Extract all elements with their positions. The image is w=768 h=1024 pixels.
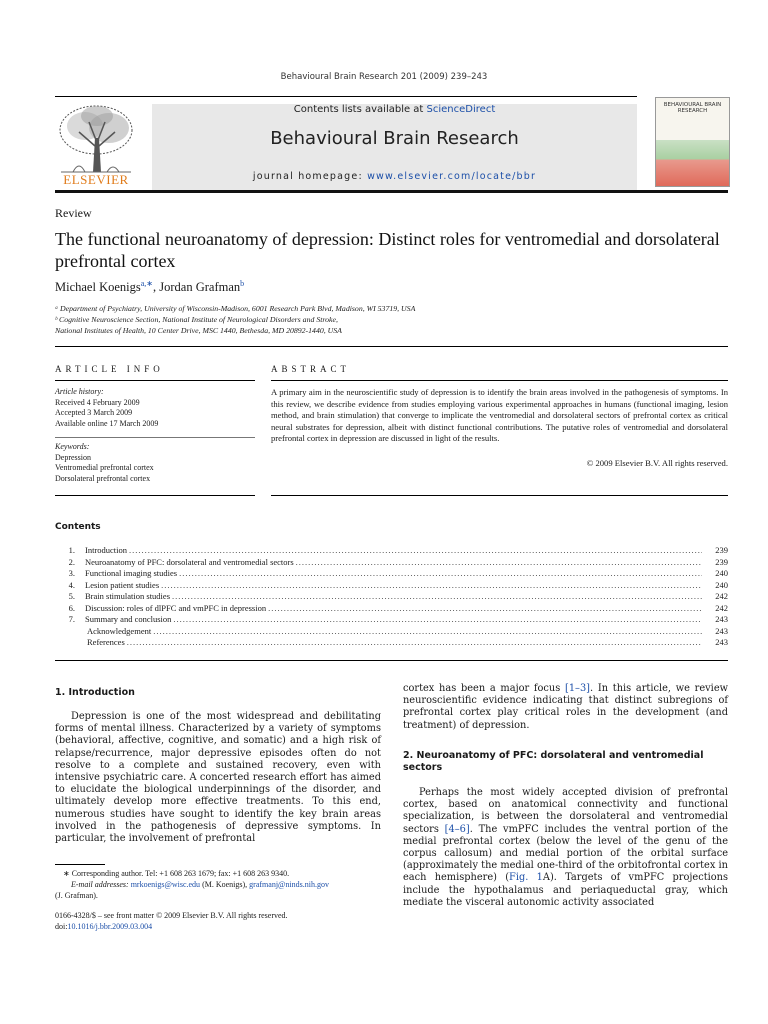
email-owner: (M. Koenigs), (200, 880, 250, 889)
toc-page: 243 (715, 637, 728, 647)
table-of-contents (55, 545, 728, 649)
online-date: Available online 17 March 2009 (55, 418, 159, 428)
keyword: Dorsolateral prefrontal cortex (55, 473, 151, 483)
author-affiliation-marker[interactable]: a,∗ (140, 279, 154, 288)
affiliation-a: ᵃ Department of Psychiatry, University of Wisconsin-Madison, 6001 Research Park Blvd, Madison, WI 53719, USA (55, 304, 416, 313)
paragraph-text: A). Targets of vmPFC projections include the hypothalamus and periaqueductal gray, which mediate the visceral autonomic activity associated (403, 872, 729, 908)
corresponding-author-note: ∗ Corresponding author. Tel: +1 608 263 1679; fax: +1 608 263 9340. (63, 869, 290, 878)
toc-label: Introduction (85, 545, 128, 555)
article-title: The functional neuroanatomy of depression: Distinct roles for ventromedial and dorsolateral prefrontal cortex (55, 229, 720, 271)
toc-number: 2. (68, 556, 75, 567)
homepage-link[interactable]: www.elsevier.com/locate/bbr (367, 171, 537, 182)
toc-page: 239 (715, 545, 728, 555)
contents-prefix: Contents lists available at (293, 104, 427, 115)
journal-homepage (152, 171, 637, 182)
toc-item[interactable] (55, 626, 728, 638)
abstract-rule (271, 380, 728, 381)
affiliation-b: ᵇ Cognitive Neuroscience Section, National Institute of Neurological Disorders and Stroke, (55, 315, 338, 324)
author-list (55, 279, 244, 295)
article-info-heading: ARTICLE INFO (55, 364, 164, 374)
contents-bottom-rule (55, 660, 728, 661)
toc-leader (129, 545, 702, 557)
email-link[interactable]: grafmanj@ninds.nih.gov (249, 880, 329, 889)
toc-page: 240 (715, 568, 728, 578)
history-label: Article history: (55, 387, 104, 396)
section-2-heading: 2. Neuroanatomy of PFC: dorsolateral and ventromedial sectors (403, 750, 704, 773)
toc-leader (127, 637, 702, 649)
toc-leader (161, 580, 702, 592)
paragraph-text: . In this article, we review neuroscientific evidence indicating that distinct subregions of prefrontal cortex play critical roles in the development (and treatment) of depression. (403, 683, 728, 731)
keywords (55, 442, 255, 484)
abstract-text: A primary aim in the neuroscientific study of depression is to identify the brain areas involved in the pathogenesis of symptoms. In this review, we describe evidence from studies employing various experimental approaches in humans (functional imaging, lesion method, and brain stimulation) that converge to implicate the ventromedial and dorsolateral sectors of prefrontal cortex as critical neural substrates for depression, albeit with distinct functional contributions. The putative roles of ventromedial and dorsolateral prefrontal cortex in depression are discussed in light of the results. (271, 387, 728, 443)
toc-item[interactable] (55, 580, 728, 592)
author-separator: , (153, 280, 160, 295)
toc-item[interactable] (55, 568, 728, 580)
toc-label: References (87, 637, 125, 647)
toc-leader (153, 626, 702, 638)
affiliation-b-continued: National Institutes of Health, 10 Center Drive, MSC 1440, Bethesda, MD 20892-1440, USA (55, 326, 342, 335)
author-name: Michael Koenigs (55, 280, 141, 295)
email-link[interactable]: mrkoenigs@wisc.edu (130, 880, 201, 889)
toc-page: 243 (715, 625, 728, 636)
toc-label: Functional imaging studies (85, 568, 178, 578)
author-affiliation-marker[interactable]: b (240, 279, 245, 288)
keywords-label: Keywords: (55, 442, 90, 451)
toc-label: Lesion patient studies (85, 579, 160, 590)
email-addresses (55, 879, 385, 890)
toc-label: Discussion: roles of dlPFC and vmPFC in depression (85, 602, 267, 613)
toc-leader (179, 568, 702, 580)
article-history (55, 387, 255, 429)
toc-item[interactable] (55, 614, 728, 626)
toc-page: 242 (715, 602, 728, 613)
toc-number: 3. (68, 568, 75, 578)
toc-page: 239 (715, 556, 728, 567)
toc-leader (296, 557, 702, 569)
toc-item[interactable] (55, 557, 728, 569)
toc-number: 4. (68, 579, 75, 590)
email-label: E-mail addresses: (71, 880, 131, 889)
abstract-heading: ABSTRACT (271, 364, 351, 374)
keyword: Depression (55, 452, 91, 462)
article-info-divider (55, 437, 255, 438)
paragraph-text: Perhaps the most widely accepted division of prefrontal cortex, based on anatomical connectivity and functional specialization, is between the dorsolateral and ventromedial sectors (403, 787, 728, 835)
toc-leader (173, 614, 702, 626)
author-name: Jordan Grafman (159, 280, 241, 295)
footnote-rule (55, 864, 105, 865)
citation-link[interactable]: [4–6] (444, 823, 470, 835)
citation-link[interactable]: [1–3] (565, 683, 591, 694)
keyword: Ventromedial prefrontal cortex (55, 463, 154, 472)
journal-cover-thumbnail (655, 97, 730, 187)
figure-link[interactable]: Fig. 1 (509, 872, 543, 884)
paragraph-text: cortex has been a major focus (403, 683, 565, 694)
toc-item[interactable] (55, 545, 728, 557)
sciencedirect-link[interactable]: ScienceDirect (426, 104, 496, 115)
toc-number: 7. (68, 614, 75, 624)
toc-page: 240 (715, 579, 728, 590)
journal-title: Behavioural Brain Research (270, 128, 519, 149)
masthead-top-rule (55, 96, 637, 97)
elsevier-logo (55, 102, 137, 186)
elsevier-wordmark: ELSEVIER (63, 172, 129, 187)
front-matter-notice: 0166-4328/$ – see front matter © 2009 Elsevier B.V. All rights reserved. (55, 911, 288, 920)
cover-title: BEHAVIOURAL BRAIN RESEARCH (663, 102, 722, 114)
copyright-notice: © 2009 Elsevier B.V. All rights reserved. (586, 458, 728, 468)
toc-label: Neuroanatomy of PFC: dorsolateral and ventromedial sectors (85, 556, 294, 567)
toc-page: 242 (715, 591, 728, 601)
toc-leader (268, 603, 702, 615)
introduction-paragraph: Depression is one of the most widespread and debilitating forms of mental illness. Characterized by a variety of symptoms (behavioral, affective, cognitive, and somatic) and a high risk of relapse/recurrence, major depressive episodes often do not resolve to a complete and sustained recovery, even with intensive psychiatric care. A concerted research effort has aimed to elucidate the biological underpinnings of the disorder, and ultimately develop more effective treatments. To this end, numerous studies have sought to identify the key brain areas involved in the pathogenesis of depressive symptoms. In particular, the involvement of prefrontal (55, 711, 381, 845)
abstract-bottom-rule (271, 495, 728, 496)
toc-leader (172, 591, 702, 603)
toc-label: Acknowledgement (87, 625, 152, 636)
footnotes (55, 868, 385, 901)
received-date: Received 4 February 2009 (55, 397, 140, 407)
article-info-rule (55, 380, 255, 381)
toc-number: 5. (68, 591, 75, 601)
accepted-date: Accepted 3 March 2009 (55, 408, 133, 417)
contents-heading: Contents (55, 522, 101, 532)
section-1-heading: 1. Introduction (55, 687, 135, 698)
journal-reference: Behavioural Brain Research 201 (2009) 239–243 (280, 72, 488, 82)
masthead-bottom-rule (55, 190, 728, 193)
toc-number: 1. (68, 545, 75, 555)
article-info-bottom-rule (55, 495, 255, 496)
article-type: Review (55, 206, 92, 220)
toc-number: 6. (68, 602, 75, 613)
contents-availability (152, 104, 637, 115)
front-matter (55, 910, 385, 932)
toc-page: 243 (715, 614, 728, 624)
introduction-paragraph-continued (403, 683, 728, 732)
toc-item[interactable] (55, 603, 728, 615)
section-rule (55, 346, 728, 347)
toc-label: Summary and conclusion (85, 614, 172, 624)
email-owner: (J. Grafman). (55, 891, 98, 900)
toc-item[interactable] (55, 591, 728, 603)
doi-link[interactable]: 10.1016/j.bbr.2009.03.004 (67, 922, 153, 931)
doi-label: doi: (55, 922, 68, 931)
affiliations (55, 303, 735, 336)
paragraph-text: . The vmPFC includes the ventral portion of the medial prefrontal cortex (below the level of the genu of the corpus callosum) and medial portion of the orbital surface (approximately the medial one-third of the orbitofrontal cortex in each hemisphere) ( (403, 823, 728, 884)
toc-item[interactable] (55, 637, 728, 649)
doi-line (55, 921, 385, 932)
homepage-prefix: journal homepage: (252, 171, 368, 182)
toc-label: Brain stimulation studies (85, 591, 170, 601)
neuroanatomy-paragraph (403, 787, 728, 909)
